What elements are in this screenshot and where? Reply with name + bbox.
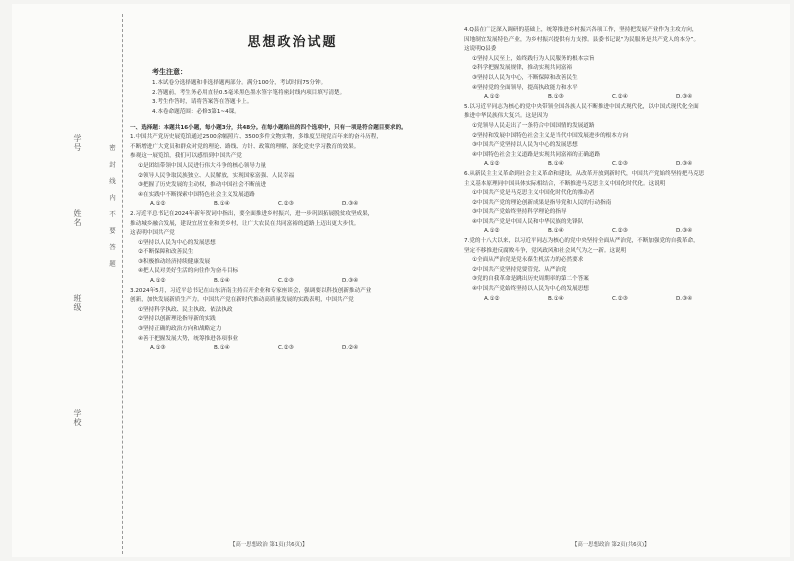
notice-heading: 考生注意： — [152, 67, 187, 76]
question-option: ①中国共产党是马克思主义中国化时代化的推动者 — [472, 190, 595, 197]
question-stem: 这说明Q县委 — [464, 46, 497, 53]
notice-item: 1.本试卷分选择题和非选择题两部分。满分100分，考试时间75分钟。 — [152, 80, 327, 87]
choice-a: A.①② — [484, 228, 500, 235]
question-stem: 推动城乡融合发展，建设宜居宜业和美乡村，让广大农民在共同富裕的道路上迈出更大步伐。 — [130, 220, 360, 227]
question-option: ④把人民对美好生活的向往作为奋斗目标 — [138, 268, 239, 275]
exam-sheet — [12, 4, 790, 557]
question-3 — [130, 287, 455, 354]
choice-b: B.①④ — [214, 201, 230, 208]
choice-d: D.③④ — [676, 94, 693, 101]
page-footer-right: 【高一思想政治 第2页(共6页)】 — [572, 542, 650, 548]
question-option: ④坚持党的全面领导，提高执政能力和水平 — [472, 84, 578, 91]
choice-a: A.①③ — [150, 345, 166, 352]
question-stem: 5.以习近平同志为核心的党中央带领全国各族人民不断推进中国式现代化，以中国式现代化全面 — [464, 103, 699, 110]
question-option: ②中国共产党坚持党要管党、从严治党 — [472, 266, 567, 273]
choice-c: C.②③ — [612, 228, 628, 235]
binding-label-class: 班级 — [73, 294, 82, 312]
answer-choices — [464, 93, 789, 103]
question-1 — [130, 133, 455, 210]
question-option: ①坚持科学执政、民主执政、依法执政 — [138, 306, 233, 313]
choice-b: B.①④ — [214, 345, 230, 352]
question-option: ④在实践中不断探索中国特色社会主义发展道路 — [138, 191, 255, 198]
choice-d: D.③④ — [676, 161, 693, 168]
choice-a: A.①② — [484, 94, 500, 101]
choice-b: B.①④ — [548, 295, 564, 302]
question-2 — [130, 210, 455, 287]
choice-a: A.①② — [484, 295, 500, 302]
question-stem: 推进中华民族伟大复兴。这是因为 — [464, 113, 548, 120]
question-7 — [464, 237, 789, 304]
right-column — [464, 26, 789, 304]
question-stem: 不断增进广大党员和群众对党的理论、路线、方针、政策的理解，深化党史学习教育的效果。 — [130, 143, 360, 150]
answer-choices — [130, 277, 455, 287]
question-5 — [464, 103, 789, 170]
choice-d: D.③④ — [342, 278, 359, 285]
choice-b: B.①④ — [214, 278, 230, 285]
question-stem: 因地制宜发展特色产业，为乡村振兴提供有力支撑。县委书记说“为民服务是共产党人的本分”。 — [464, 36, 700, 43]
choice-c: C.②③ — [612, 161, 628, 168]
question-stem: 3.2024年5月，习近平总书记在山东济南主持召开企业和专家座谈会，强调要以科技创新推动产业 — [130, 287, 372, 294]
answer-choices — [130, 344, 455, 354]
choice-d: D.③④ — [342, 201, 359, 208]
choice-d: D.②④ — [342, 345, 359, 352]
choice-a: A.①② — [150, 201, 166, 208]
left-column — [130, 26, 455, 354]
question-stem: 坚定不移推进反腐败斗争，党风政风和社会风气为之一新。这说明 — [464, 247, 627, 254]
question-option: ①党领导人民走出了一条符合中国国情的发展道路 — [472, 122, 595, 129]
question-4 — [464, 26, 789, 103]
answer-choices — [464, 295, 789, 305]
choice-c: C.②③ — [278, 278, 294, 285]
question-option: ④中国特色社会主义道路是实现共同富裕的正确道路 — [472, 151, 601, 158]
binding-label-school: 学校 — [73, 409, 82, 427]
question-option: ②不断保障和改善民生 — [138, 249, 194, 256]
question-option: ②坚持以创新理论指导新的实践 — [138, 316, 216, 323]
question-6 — [464, 170, 789, 237]
question-stem: 这表明中国共产党 — [130, 230, 175, 237]
question-option: ③党的自我革命是跳出历史周期率的第二个答案 — [472, 276, 589, 283]
question-option: ③中国共产党始终坚持科学理论的指导 — [472, 209, 567, 216]
choice-b: B.①④ — [548, 228, 564, 235]
section-heading: 一、选择题：本题共16小题，每小题3分，共48分。在每小题给出的四个选项中，只有一项是符合题目要求的。 — [130, 124, 407, 131]
question-option: ①全面从严治党是党永葆生机活力的必然要求 — [472, 257, 584, 264]
choice-d: D.③④ — [676, 228, 693, 235]
choice-a: A.①② — [484, 161, 500, 168]
choice-c: C.②③ — [612, 295, 628, 302]
question-stem: 6.从新民主主义革命到社会主义革命和建设，从改革开放到新时代，中国共产党始终坚持把马克思 — [464, 170, 705, 177]
answer-choices — [464, 160, 789, 170]
choice-d: D.③④ — [676, 295, 693, 302]
question-stem: 创新，加快发展新质生产力。中国共产党在新时代推动高质量发展的实践表明，中国共产党 — [130, 297, 354, 304]
question-stem: 7.党的十八大以来，以习近平同志为核心的党中央坚持全面从严治党，不断加强党的自我革命， — [464, 238, 699, 245]
notice-item: 2.答题前，考生务必用直径0.5毫米黑色墨水签字笔将密封线内项目填写清楚。 — [152, 89, 346, 96]
binding-label-name: 姓名 — [73, 209, 82, 227]
question-option: ②领导人民争取民族独立、人民解放，实现国家富强、人民幸福 — [138, 172, 295, 179]
question-option: ④中国共产党是中国人民和中华民族的先锋队 — [472, 218, 584, 225]
answer-choices — [130, 200, 455, 210]
notice-item: 3.考生作答时，请将答案答在答题卡上。 — [152, 99, 253, 106]
page-title: 思想政治试题 — [247, 35, 338, 50]
page-footer-left: 【高一思想政治 第1页(共6页)】 — [230, 542, 308, 548]
choice-c: C.②③ — [278, 201, 294, 208]
binding-label-student-id: 学号 — [73, 134, 82, 152]
answer-choices — [464, 227, 789, 237]
binding-seal-line-notice: 密 封 线 内 不 要 答 题 — [108, 144, 116, 271]
question-option: ①是团结带领中国人民进行伟大斗争的核心领导力量 — [138, 162, 267, 169]
question-option: ③把握了历史发展的主动权，推动中国社会不断前进 — [138, 182, 267, 189]
question-stem: 1.中国共产党历史展览馆通过2500余幅照片、3500多件文物实物，多维度呈现党百年来的奋斗历程， — [130, 134, 382, 141]
choice-c: C.②④ — [612, 94, 628, 101]
question-option: ④中国共产党始终坚持以人民为中心的发展思想 — [472, 286, 589, 293]
question-option: ②中国共产党的理论创新成果是指导党和人民的行动指南 — [472, 199, 612, 206]
choice-c: C.②③ — [278, 345, 294, 352]
question-option: ③坚持以人民为中心，不断保障和改善民生 — [472, 74, 578, 81]
question-option: ④善于把握发展大势，统筹推进各项事业 — [138, 335, 239, 342]
question-stem: 2.习近平总书记在2024年新年贺词中指出，要全面推进乡村振兴，进一步巩固拓展脱贫攻坚成果， — [130, 210, 374, 217]
question-option: ②坚持和发展中国特色社会主义是当代中国发展进步的根本方向 — [472, 132, 629, 139]
question-option: ③积极推动经济持续健康发展 — [138, 258, 211, 265]
question-option: ①坚持人民至上，始终践行为人民服务的根本宗旨 — [472, 55, 595, 62]
question-option: ②科学把握发展规律，推动实现共同富裕 — [472, 65, 573, 72]
question-stem: 4.Q县在广泛深入调研的基础上，统筹推进乡村振兴各项工作，坚持把发展产业作为主攻方向， — [464, 27, 698, 33]
choice-b: B.①④ — [548, 161, 564, 168]
question-stem: 主义基本原理同中国具体实际相结合，不断推进马克思主义中国化时代化。这说明 — [464, 180, 666, 187]
question-option: ①坚持以人民为中心的发展思想 — [138, 239, 216, 246]
question-option: ③中国共产党坚持以人民为中心的发展思想 — [472, 142, 578, 149]
question-stem: 参观这一展览馆，我们可以感悟到中国共产党 — [130, 153, 242, 160]
choice-a: A.①② — [150, 278, 166, 285]
choice-b: B.①③ — [548, 94, 564, 101]
question-option: ③坚持正确的政治方向和战略定力 — [138, 326, 222, 333]
notice-item: 4.本卷命题范围：必修3第1~4课。 — [152, 108, 240, 115]
seal-line — [122, 14, 123, 554]
